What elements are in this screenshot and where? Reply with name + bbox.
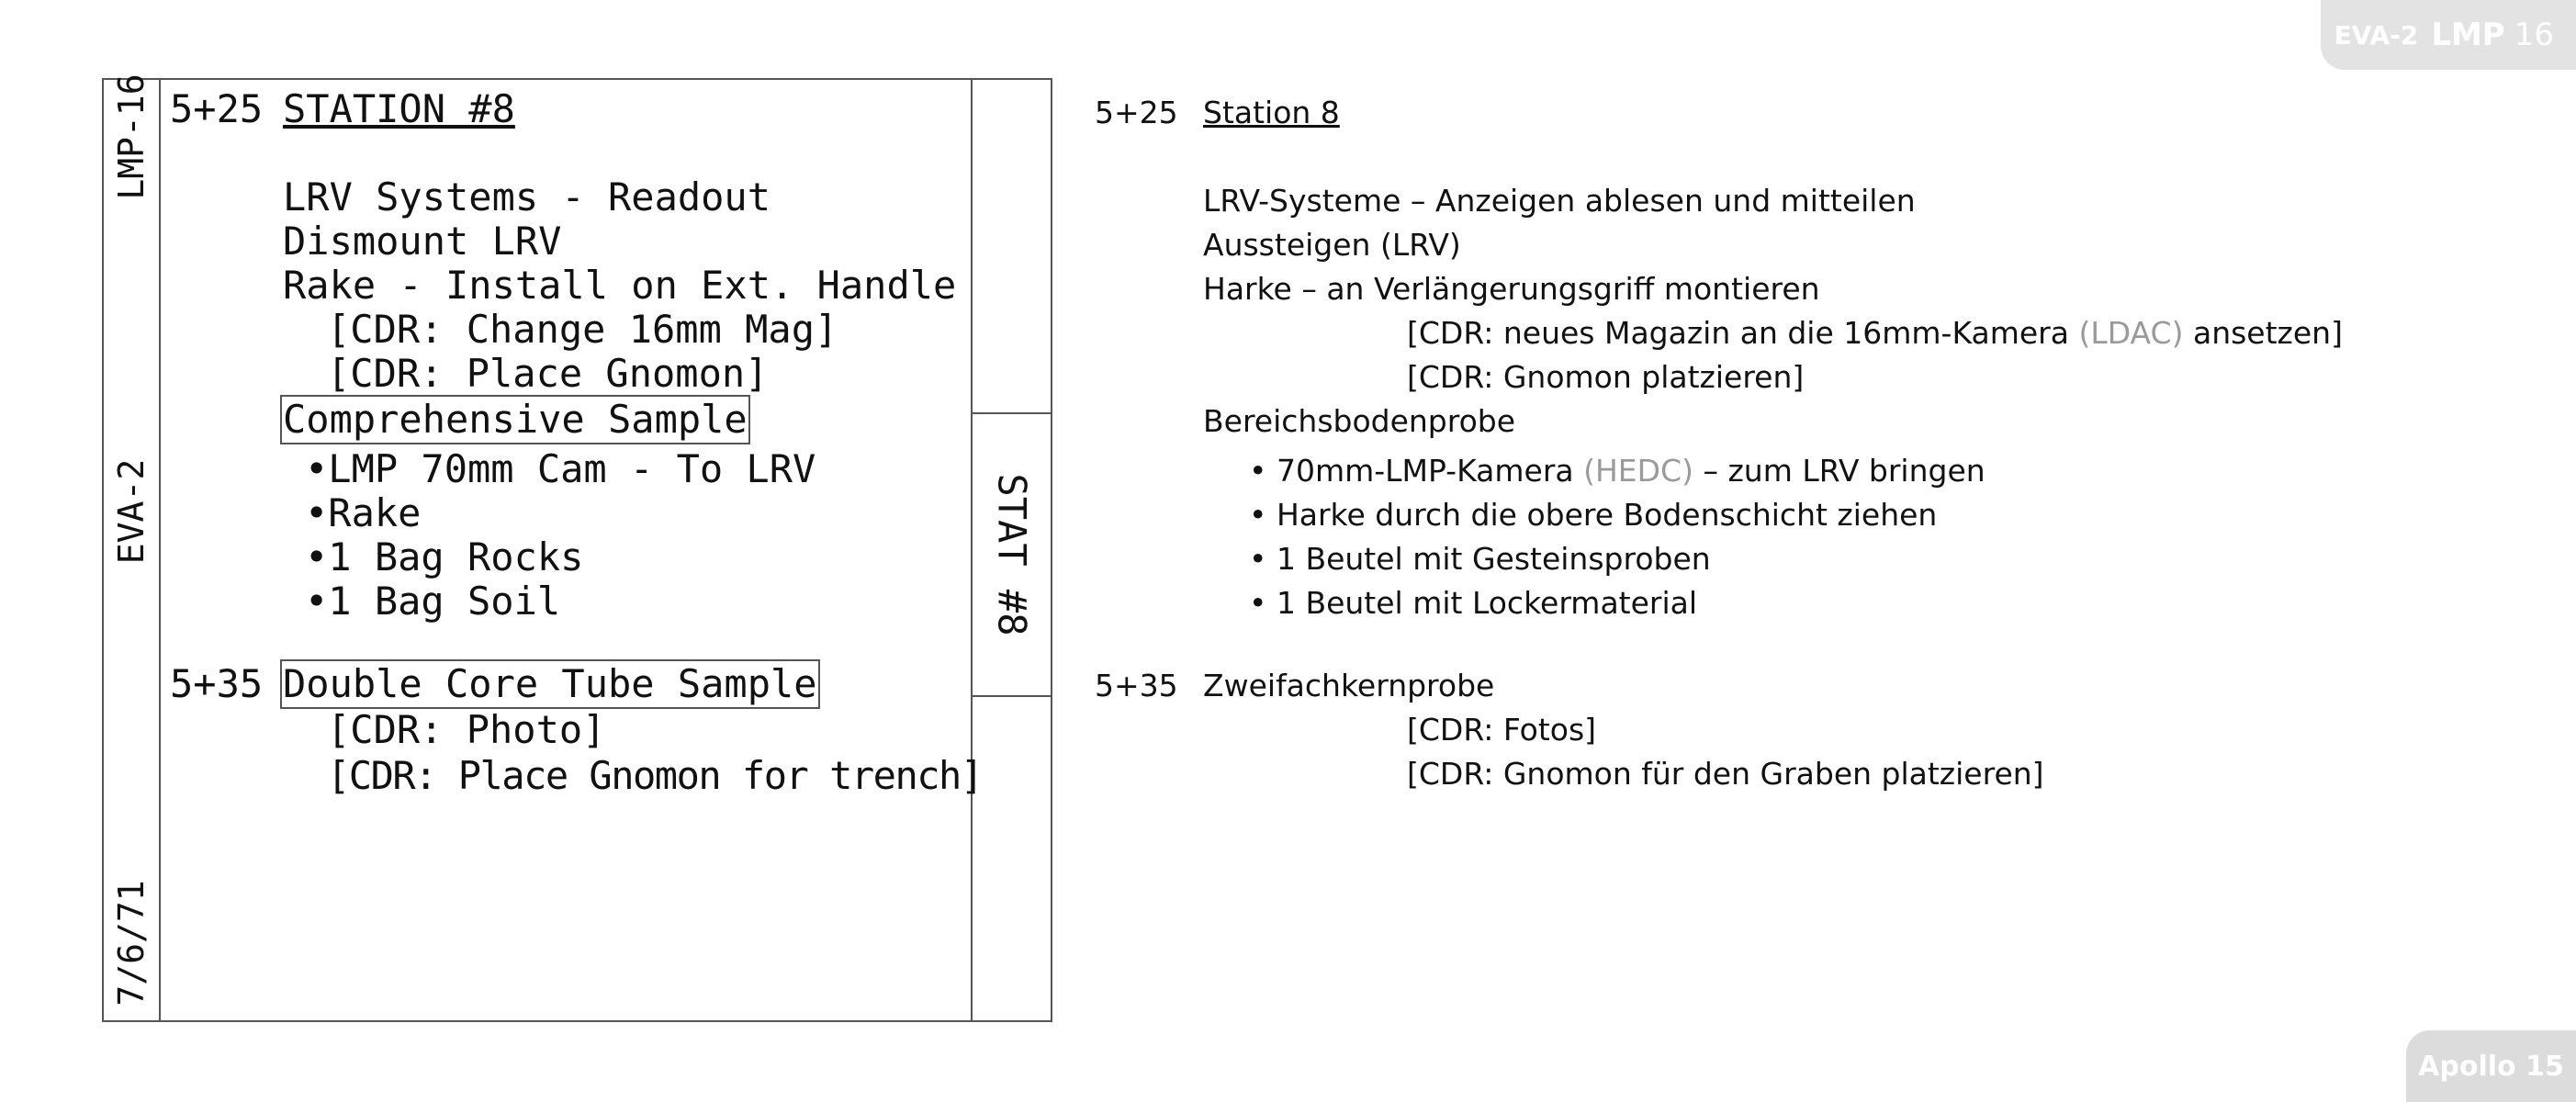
checklist-line: Dismount LRV xyxy=(283,219,562,264)
checklist-bullet: •1 Bag Soil xyxy=(305,579,561,624)
page-header-tab xyxy=(2321,0,2576,70)
translation-bullet: • 1 Beutel mit Lockermaterial xyxy=(1249,585,1698,621)
translation-text: [CDR: neues Magazin an die 16mm-Kamera xyxy=(1407,315,2079,351)
checklist-bullet: •1 Bag Rocks xyxy=(305,534,584,579)
translation-time-1: 5+25 xyxy=(1095,95,1178,130)
footer-mission-label: Apollo 15 xyxy=(2418,1050,2564,1083)
translation-core-title: Zweifachkernprobe xyxy=(1203,668,1495,703)
margin-label-date: 7/6/71 xyxy=(111,880,152,1006)
translation-text: – zum LRV bringen xyxy=(1693,453,1985,489)
checklist-side-column xyxy=(971,80,1051,1020)
header-page-number: 16 xyxy=(2514,17,2554,53)
translation-line: Harke – an Verlängerungsgriff montieren xyxy=(1203,271,1820,307)
checklist-line: LRV Systems - Readout xyxy=(283,174,771,219)
checklist-line: Rake - Install on Ext. Handle xyxy=(283,263,957,308)
translation-line xyxy=(1407,315,2343,352)
checklist-station-title: STATION #8 xyxy=(283,86,515,131)
translation-line: Bereichsbodenprobe xyxy=(1203,403,1516,439)
translation-text: • 70mm-LMP-Kamera xyxy=(1249,453,1584,489)
checklist-line: [CDR: Photo] xyxy=(327,707,606,752)
checklist-line: [CDR: Change 16mm Mag] xyxy=(327,307,838,352)
comprehensive-sample-box: Comprehensive Sample xyxy=(283,397,748,442)
margin-label-page: LMP-16 xyxy=(111,73,152,200)
translation-line: [CDR: Gnomon platzieren] xyxy=(1407,359,1805,395)
translation-text: ansetzen] xyxy=(2183,315,2343,351)
double-core-sample-box: Double Core Tube Sample xyxy=(283,661,817,706)
translation-equipment-code: (LDAC) xyxy=(2078,315,2184,351)
header-crew-label: LMP xyxy=(2431,17,2505,53)
translation-line: LRV-Systeme – Anzeigen ablesen und mitteilen xyxy=(1203,183,1916,219)
checklist-bullet: •LMP 70mm Cam - To LRV xyxy=(305,446,816,491)
checklist-time-2: 5+35 xyxy=(170,661,264,706)
translation-line: [CDR: Gnomon für den Graben platzieren] xyxy=(1407,756,2044,792)
checklist-bullet: •Rake xyxy=(305,490,422,535)
translation-equipment-code: (HEDC) xyxy=(1583,453,1693,489)
station-side-label: STAT #8 xyxy=(989,473,1034,636)
checklist-margin xyxy=(104,73,161,1020)
checklist-time-1: 5+25 xyxy=(170,86,264,131)
station-side-tab xyxy=(973,412,1051,697)
translation-time-2: 5+35 xyxy=(1095,668,1178,703)
checklist-line: [CDR: Place Gnomon] xyxy=(327,351,769,396)
checklist-card xyxy=(102,73,1052,1022)
margin-label-eva: EVA-2 xyxy=(111,458,152,565)
translation-line: Aussteigen (LRV) xyxy=(1203,227,1461,263)
translation-line: [CDR: Fotos] xyxy=(1407,712,1597,748)
translation-bullet: • 1 Beutel mit Gesteinsproben xyxy=(1249,541,1711,577)
translation-bullet: • Harke durch die obere Bodenschicht ziehen xyxy=(1249,497,1938,533)
page-footer-tab xyxy=(2406,1030,2576,1102)
checklist-line: [CDR: Place Gnomon for trench] xyxy=(327,753,983,798)
translation-station-title: Station 8 xyxy=(1203,95,1340,130)
header-eva-label: EVA-2 xyxy=(2334,19,2419,51)
translation-bullet xyxy=(1249,453,1985,489)
